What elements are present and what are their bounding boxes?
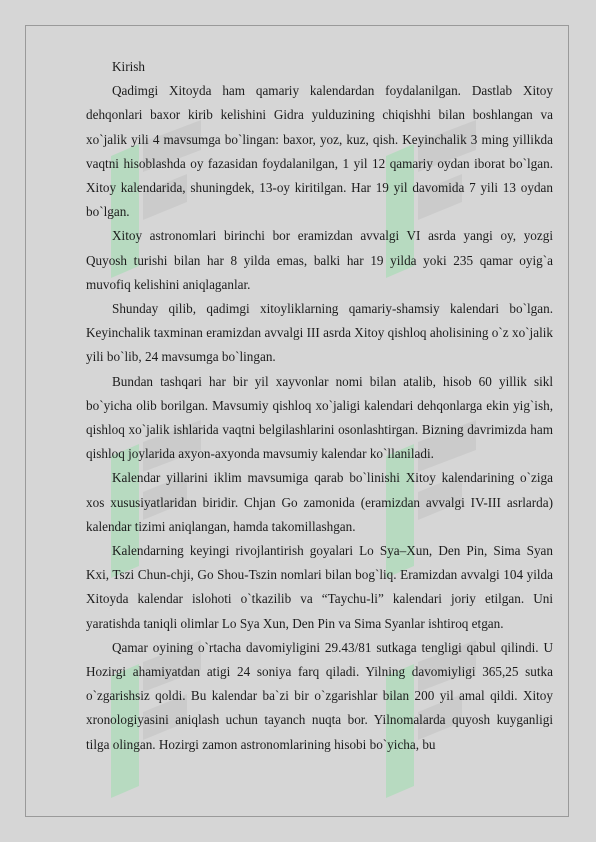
paragraph: Kalendar yillarini iklim mavsumiga qarab bo`linishi Xitoy kalendarining o`ziga xos xususiyatlaridan biridir. Chjan Go zamonida (eramizdan avvalgi IV-III asrlarda) kalendar tizimi aniqlangan, hamda takomillashgan. [86, 470, 553, 534]
paragraph: Qadimgi Xitoyda ham qamariy kalendardan foydalanilgan. Dastlab Xitoy dehqonlari baxor kirib kelishini Gidra yulduzining chiqishhi bilan boshlangan va xo`jalik yili 4 mavsumga bo`lingan: baxor, yoz, kuz, qish. Keyinchalik 3 ming yillikda vaqtni hisoblashda oy fazasidan foydalanilgan, 1 yil 12 qamariy oydan iborat bo`lgan. Xitoy kalendarida, shuningdek, 13-oy kiritilgan. Har 19 yil davomida 7 yili 13 oydan bo`lgan. [86, 83, 553, 220]
paragraph: Shunday qilib, qadimgi xitoyliklarning qamariy-shamsiy kalendari bo`lgan. Keyinchalik taxminan eramizdan avvalgi III asrda Xitoy qishloq aholisining o`z xo`jalik yili bo`lib, 24 mavsumga bo`lingan. [86, 301, 553, 365]
document-body [86, 55, 553, 757]
paragraph: Bundan tashqari har bir yil xayvonlar nomi bilan atalib, hisob 60 yillik sikl bo`yicha olib borilgan. Mavsumiy qishloq xo`jaligi kalendari dehqonlarga ekin yig`ish, qishloq xo`jalik ishlarida vaqtni belgilashlarini osonlashtirgan. Bizning davrimizda ham qishloq joylarida axyon-axyonda mavsumiy kalendar ko`llaniladi. [86, 373, 553, 462]
paragraph: Qamar oyining o`rtacha davomiyligini 29.43/81 sutkaga tengligi qabul qilindi. U Hozirgi ahamiyatdan atigi 24 soniya farq qiladi. Yilning davomiyligi 365,25 sutka o`zgarishsiz qoldi. Bu kalendar ba`zi bir o`zgarishlar bilan 200 yil amal qildi. Xitoy xronologiyasini aniqlash uchun tayanch nuqta bor. Yilnomalarda quyosh kuyganligi tilga olingan. Hozirgi zamon astronomlarining hisobi bo`yicha, bu [86, 639, 553, 752]
document-page [25, 25, 569, 817]
section-heading: Kirish [112, 59, 145, 74]
paragraph: Kalendarning keyingi rivojlantirish goyalari Lo Sya–Xun, Den Pin, Sima Syan Kxi, Tszi Chun-chji, Go Shou-Tszin nomlari bilan bog`liq. Eramizdan avvalgi 104 yilda Xitoyda kalendar islohoti o`tkazilib va “Taychu-li” kalendari joriy etilgan. Uni yaratishda taniqli olimlar Lo Sya Xun, Den Pin va Sima Syanlar ishtiroq etgan. [86, 543, 553, 631]
paragraph: Xitoy astronomlari birinchi bor eramizdan avvalgi VI asrda yangi oy, yozgi Quyosh turishi bilan har 8 yilda emas, balki har 19 yilda yoki 235 qamar oyig`a muvofiq kelishini aniqlaganlar. [86, 228, 553, 292]
